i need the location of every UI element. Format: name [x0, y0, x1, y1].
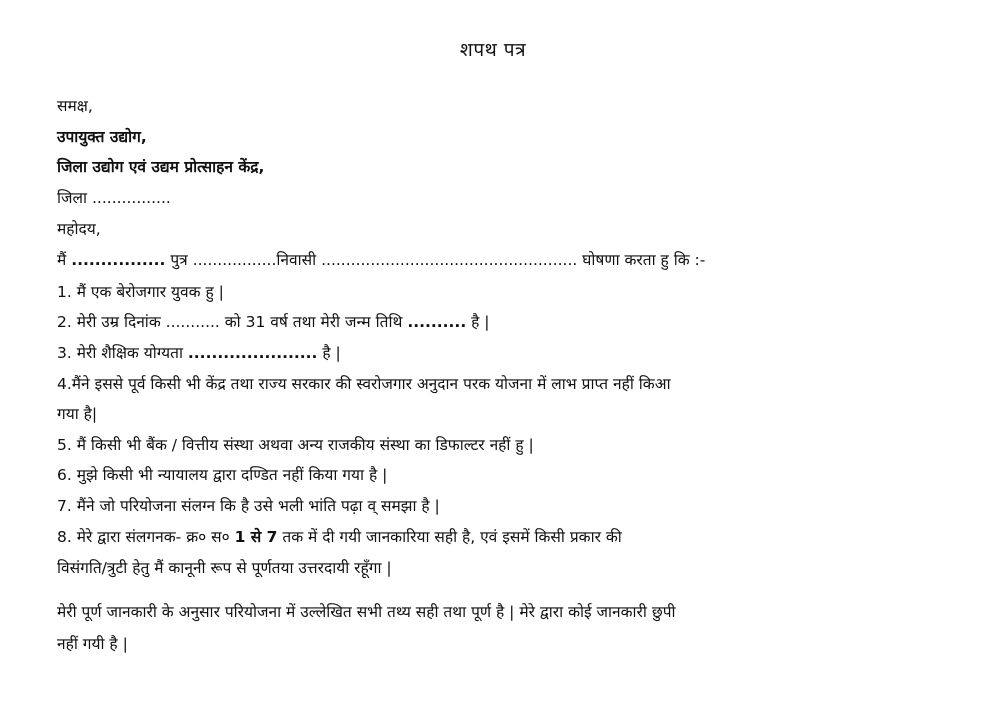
- annexure-start: 1: [234, 528, 246, 546]
- point-3-text: 3. मेरी शैक्षिक योग्यता: [57, 344, 188, 362]
- greeting: महोदय,: [57, 220, 101, 238]
- declaration-prefix: मैं: [57, 251, 67, 269]
- point-2-text: 2. मेरी उम्र दिनांक ........... को 31 वर्ष तथा मेरी जन्म तिथि: [57, 313, 408, 331]
- point-4-line-2: गया है|: [57, 405, 98, 423]
- closing-line-2: नहीं गयी है |: [57, 635, 128, 653]
- father-name-blank: .................: [192, 251, 277, 269]
- point-5: 5. मैं किसी भी बैंक / वित्तीय संस्था अथवा अन्य राजकीय संस्था का डिफाल्टर नहीं हु |: [57, 436, 534, 454]
- address-blank: ....................................................: [321, 251, 578, 269]
- declares-text: घोषणा करता हु कि :-: [577, 251, 706, 269]
- annexure-range-word: से: [245, 528, 267, 546]
- salutation: समक्ष,: [57, 97, 93, 115]
- district-prefix: जिला: [57, 189, 88, 207]
- point-8-text: 8. मेरे द्वारा संलगनक- क्र० स०: [57, 528, 235, 546]
- annexure-end: 7: [266, 528, 278, 546]
- name-blank: ................: [71, 251, 166, 269]
- point-4-line-1: 4.मैंने इससे पूर्व किसी भी केंद्र तथा राज्य सरकार की स्वरोजगार अनुदान परक योजना में लाभ प्राप्त नहीं किआ: [57, 375, 671, 393]
- birth-date-blank: ..........: [407, 313, 467, 331]
- point-2: [57, 312, 490, 332]
- point-3: [57, 343, 341, 363]
- point-3-end: है |: [317, 344, 341, 362]
- point-2-end: है |: [466, 313, 490, 331]
- point-8-rest: तक में दी गयी जानकारिया सही है, एवं इसमें किसी प्रकार की: [277, 528, 622, 546]
- resident-label: निवासी: [276, 251, 322, 269]
- point-8-line-2: विसंगति/त्रुटी हेतु मैं कानूनी रूप से पूर्णतया उत्तरदायी रहूँगा |: [57, 559, 392, 577]
- district-line: [57, 188, 171, 208]
- point-6: 6. मुझे किसी भी न्यायालय द्वारा दण्डित नहीं किया गया है |: [57, 466, 388, 484]
- addressee-line-1: उपायुक्त उद्योग,: [57, 128, 147, 146]
- declaration-line: [57, 250, 705, 270]
- point-8-line-1: [57, 527, 622, 547]
- point-7: 7. मैंने जो परियोजना संलग्न कि है उसे भली भांति पढ़ा व् समझा है |: [57, 497, 440, 515]
- son-of-label: पुत्र: [165, 251, 193, 269]
- addressee-line-2: जिला उद्योग एवं उद्यम प्रोत्साहन केंद्र,: [57, 158, 265, 176]
- point-1: 1. मैं एक बेरोजगार युवक हु |: [57, 283, 224, 301]
- qualification-blank: ......................: [187, 344, 318, 362]
- district-blank: ................: [91, 189, 171, 207]
- closing-line-1: मेरी पूर्ण जानकारी के अनुसार परियोजना में उल्लेखित सभी तथ्य सही तथा पूर्ण है | मेरे द्वारा कोई जानकारी छुपी: [57, 603, 676, 621]
- document-title: शपथ पत्र: [459, 39, 527, 61]
